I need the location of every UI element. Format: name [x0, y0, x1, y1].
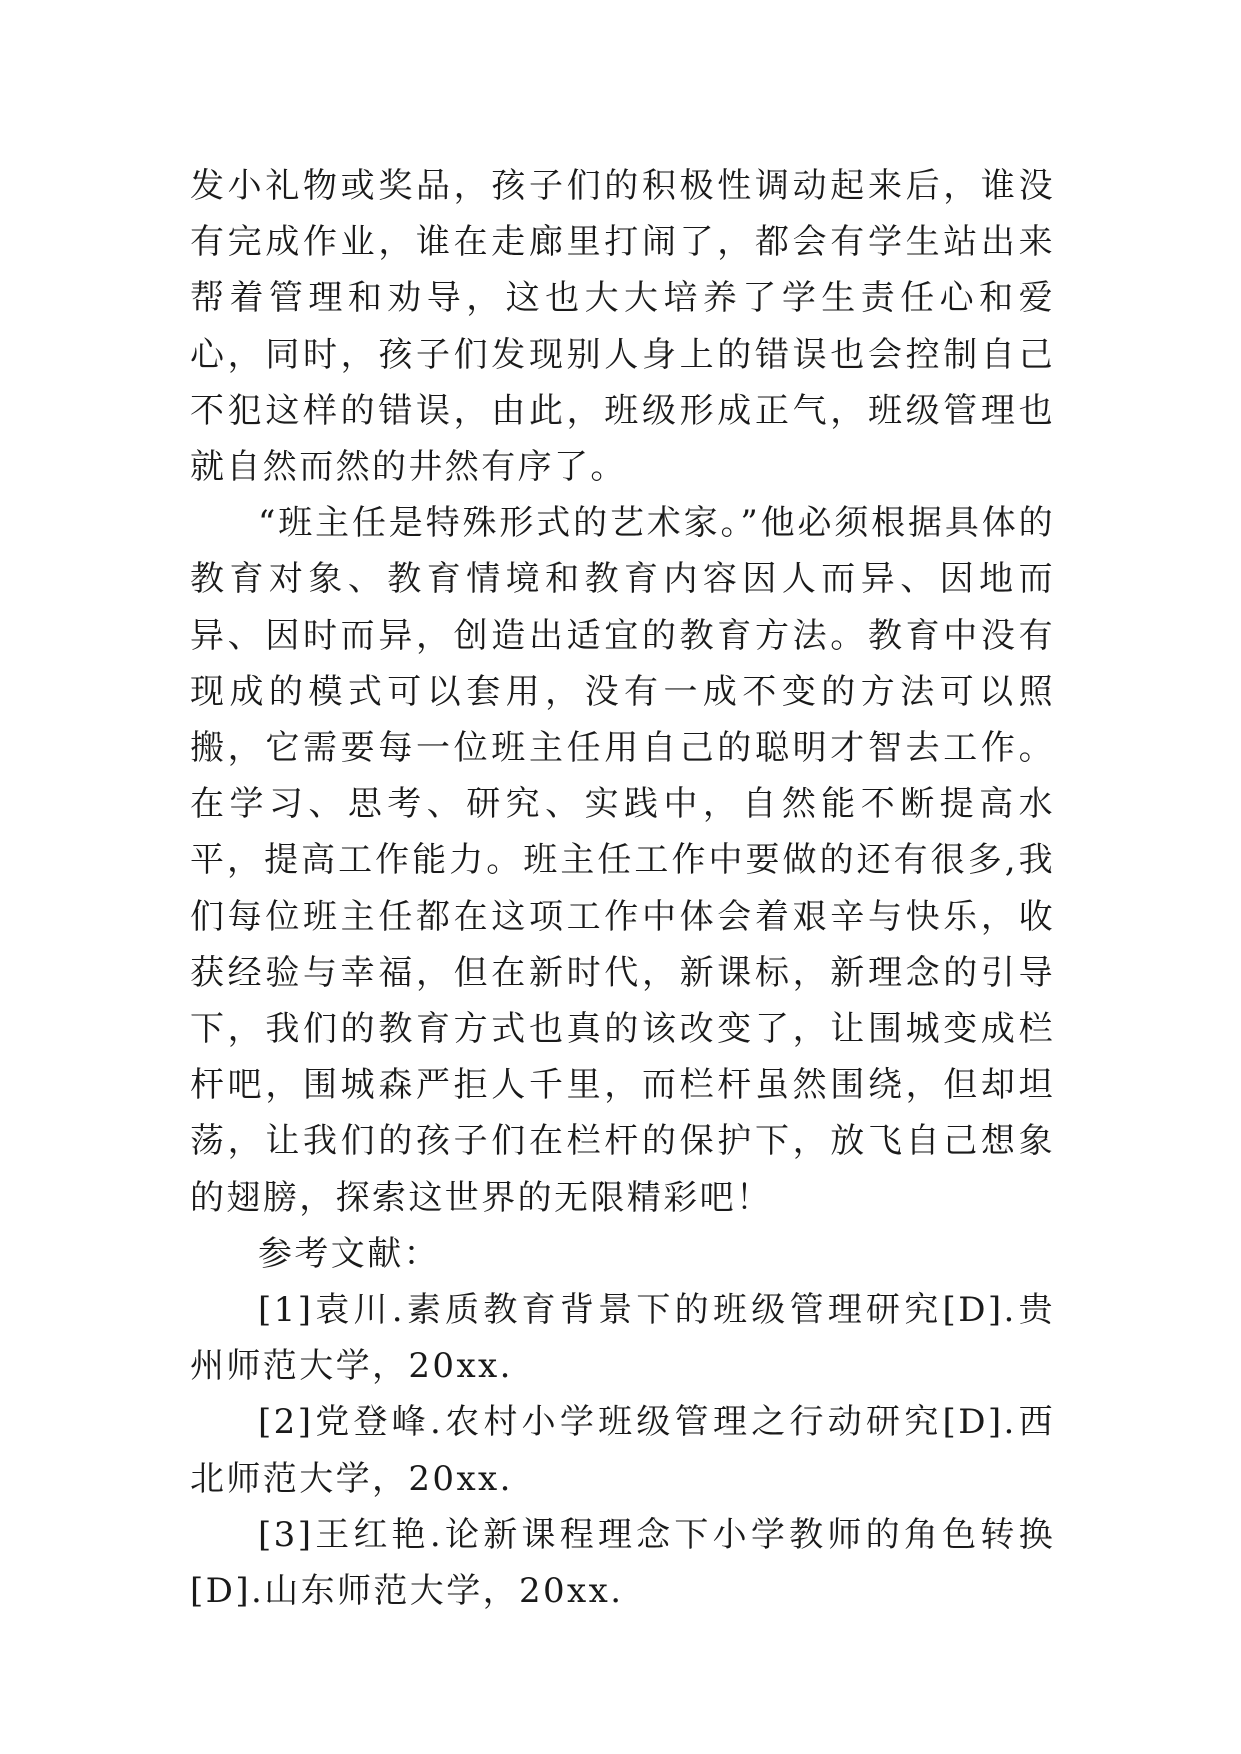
document-body [190, 158, 1055, 1619]
reference-item-2: [2]党登峰.农村小学班级管理之行动研究[D].西北师范大学，20xx. [190, 1402, 1055, 1499]
references-heading: 参考文献： [258, 1233, 440, 1274]
body-paragraph: “班主任是特殊形式的艺术家。”他必须根据具体的教育对象、教育情境和教育内容因人而异、因地而异、因时而异，创造出适宜的教育方法。教育中没有现成的模式可以套用，没有一成不变的方法可以照搬，它需要每一位班主任用自己的聪明才智去工作。在学习、思考、研究、实践中，自然能不断提高水平，提高工作能力。班主任工作中要做的还有很多,我们每位班主任都在这项工作中体会着艰辛与快乐，收获经验与幸福，但在新时代，新课标，新理念的引导下，我们的教育方式也真的该改变了，让围城变成栏杆吧，围城森严拒人千里，而栏杆虽然围绕，但却坦荡，让我们的孩子们在栏杆的保护下，放飞自己想象的翅膀，探索这世界的无限精彩吧！ [190, 503, 1055, 1218]
reference-item-1: [1]袁川.素质教育背景下的班级管理研究[D].贵州师范大学，20xx. [190, 1290, 1055, 1387]
reference-item-3: [3]王红艳.论新课程理念下小学教师的角色转换[D].山东师范大学，20xx. [190, 1514, 1055, 1612]
body-paragraph-continued: 发小礼物或奖品，孩子们的积极性调动起来后，谁没有完成作业，谁在走廊里打闹了，都会有学生站出来帮着管理和劝导，这也大大培养了学生责任心和爱心，同时，孩子们发现别人身上的错误也会控制自己不犯这样的错误，由此，班级形成正气，班级管理也就自然而然的井然有序了。 [190, 166, 1055, 488]
